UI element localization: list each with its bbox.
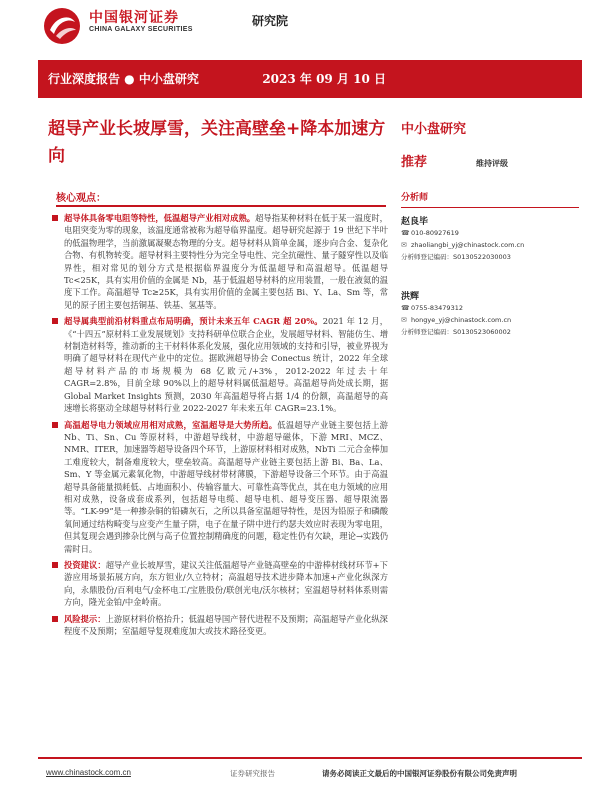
list-item bbox=[48, 315, 388, 414]
sector-label: 中小盘研究 bbox=[401, 122, 467, 137]
analyst-phone: 0755-83479312 bbox=[411, 304, 463, 312]
report-type-band bbox=[38, 60, 582, 98]
bullet-square-icon bbox=[52, 562, 58, 568]
footer-divider bbox=[38, 757, 582, 759]
rating-label: 推荐 bbox=[401, 155, 428, 170]
analyst-divider bbox=[401, 207, 579, 208]
analyst-card bbox=[401, 289, 581, 338]
core-view-divider bbox=[56, 205, 386, 207]
company-logo bbox=[42, 4, 372, 48]
core-view-list bbox=[48, 210, 388, 637]
analyst-email[interactable]: hongye_yj@chinastock.com.cn bbox=[411, 316, 512, 324]
analyst-card bbox=[401, 214, 581, 263]
bullet-text: 2021 年 12 月，《“十四五”原材料工业发展规划》支持科研单位联合企业，发展超导材料、智能仿生、增材制造材料等，推动新的主干材料体系化发展，强化应用领域的支持和引导，被业界视为明确了超导材料在现代产业中的定位。据欧洲超导协会 Conectus 统计，2022 年全球超导材料产品的市场规模为 68 亿欧元/+3%，2012-2022 年过去十年 CAGR=2.8%，目前全球 90%以上的超导材料属低温超导。高温超导尚处成长期，据 Global Market Insights 预测，2030 年高温超导将占据 1/4 的份额，高温超导的高速增长将驱动全球超导材料行业 2022-2027 年未来五年 CAGR=23.1%。 bbox=[64, 316, 388, 414]
analyst-email[interactable]: zhaoliangbi_yj@chinastock.com.cn bbox=[411, 241, 525, 249]
rating-maintain: 维持评级 bbox=[476, 159, 508, 168]
list-item bbox=[48, 559, 388, 609]
list-item bbox=[48, 419, 388, 555]
phone-icon: ☎ bbox=[401, 229, 410, 237]
bullet-text: 低温超导产业链主要包括上游 Nb、Ti、Sn、Cu 等原材料，中游超导线材，中游超导磁体，下游 MRI、MCZ、NMR、ITER，加速器等超导设备四个环节，上游原材料相对成熟，NbTi 二元合金棒加工难度较大，制备难度较大，壁垒较高。高温超导产业链主要包括上游 Bi、Ba、La、Sm、Y 等金属元素氧化物，中游超导线材带材薄膜，下游超导设备三个环节。由于高温超导具备能量损耗低、占地面积小、传输容量大、可靠性高等优点，其在电力领域的应用相对成熟，设备成套成系列，包括超导电缆、超导电机、超导变压器、超导限流器等。“LK-99”是一种掺杂铜的铅磷灰石，之所以具备室温超导特性，是因为铅原子和磷酸氧间通过结构畸变与应变产生量子阱，电子在量子阱中进行约瑟夫效应时表现为零电阻，但其复现会遇到掺杂比例与高子位置控制精确度的问题，稳定性仍有欠缺，理论→实践仍需时日。 bbox=[64, 419, 388, 554]
footer-disclaimer: 请务必阅读正文最后的中国银河证券股份有限公司免责声明 bbox=[322, 769, 517, 778]
footer-website-link[interactable]: www.chinastock.com.cn bbox=[46, 768, 131, 777]
bullet-text: 上游原材料价格抬升；低温超导国产替代进程不及预期；高温超导产业化纵深程度不及预期；室温超导复现难度加大或技术路径变更。 bbox=[64, 613, 388, 636]
bullet-lead: 超导属典型前沿材料重点布局明确，预计未来五年 CAGR 超 20%。 bbox=[64, 316, 323, 327]
bullet-lead: 超导体具备零电阻等特性，低温超导产业相对成熟。 bbox=[64, 213, 256, 223]
analyst-panel bbox=[401, 190, 581, 338]
footer-report-label: 证券研究报告 bbox=[230, 769, 275, 778]
analyst-email-row bbox=[401, 240, 581, 251]
list-item bbox=[48, 613, 388, 638]
galaxy-logo-icon bbox=[42, 6, 82, 46]
email-icon: ✉ bbox=[401, 241, 407, 249]
analyst-phone-row bbox=[401, 228, 581, 239]
logo-chinese-name: 中国银河证券 bbox=[89, 10, 179, 26]
analyst-heading: 分析师 bbox=[401, 193, 429, 203]
email-icon: ✉ bbox=[401, 316, 407, 324]
bullet-square-icon bbox=[52, 616, 58, 622]
analyst-phone: 010-80927619 bbox=[411, 229, 459, 237]
analyst-phone-row bbox=[401, 303, 581, 314]
bullet-text: 超导指某种材料在低于某一温度时，电阻突变为零的现象，该温度通常被称为超导临界温度。超导研究起源于 19 世纪下半叶的低温物理学，当前激属凝聚态物理的分支。超导材料从简单金属，逐步向合金、复杂化合物、有机物转变。超导材料主要特性分为完全导电性、完全抗磁性、量子隧穿性以及临界性，相对常见的划分方式是根据临界温度分为低温超导和高温超导。低温超导 Tc<25K，具有实用价值的金属是 Nb，基于低温超导材料的应用装置，一般在液氦的温度下工作。高温超导 Tc≥25K，具有实用价值的金属主要包括 Bi、Y、La、Sm 等，常见的原子团主要包括铜基、铁基、氢基等。 bbox=[64, 213, 388, 310]
logo-english-name: CHINA GALAXY SECURITIES bbox=[89, 26, 193, 33]
core-view-heading: 核心观点： bbox=[56, 193, 106, 204]
bullet-square-icon bbox=[52, 318, 58, 324]
bullet-square-icon bbox=[52, 422, 58, 428]
report-date: 2023 年 09 月 10 日 bbox=[262, 72, 386, 86]
bullet-square-icon bbox=[52, 215, 58, 221]
list-item bbox=[48, 212, 388, 311]
analyst-registration: 分析师登记编码：S0130522030003 bbox=[401, 253, 511, 261]
analyst-name: 洪辉 bbox=[401, 292, 420, 302]
bullet-lead: 投资建议： bbox=[64, 559, 106, 570]
top-bar bbox=[0, 0, 600, 52]
bullet-text: 超导产业长坡厚雪，建议关注低温超导产业链高壁垒的中游棒材线材环节+下游应用场景拓展方向，东方钽业/久立特材；高温超导技术进步降本加速+产业化纵深方向，永鼎股份/百利电气/金杯电工/宝胜股份/联创光电/沃尔核材；室温超导材料体系则需方向，隆光金铂/中金岭南。 bbox=[64, 559, 388, 608]
report-type: 行业深度报告 ● 中小盘研究 bbox=[48, 72, 199, 86]
bullet-lead: 风险提示： bbox=[64, 613, 106, 624]
report-title: 超导产业长坡厚雪，关注高壁垒+降本加速方向 bbox=[48, 119, 386, 166]
analyst-registration: 分析师登记编码：S0130523060002 bbox=[401, 328, 511, 336]
phone-icon: ☎ bbox=[401, 304, 410, 312]
institute-label: 研究院 bbox=[252, 14, 289, 28]
analyst-email-row bbox=[401, 315, 581, 326]
bullet-lead: 高温超导电力领域应用相对成熟，室温超导是大势所趋。 bbox=[64, 419, 278, 430]
analyst-name: 赵良毕 bbox=[401, 217, 429, 227]
